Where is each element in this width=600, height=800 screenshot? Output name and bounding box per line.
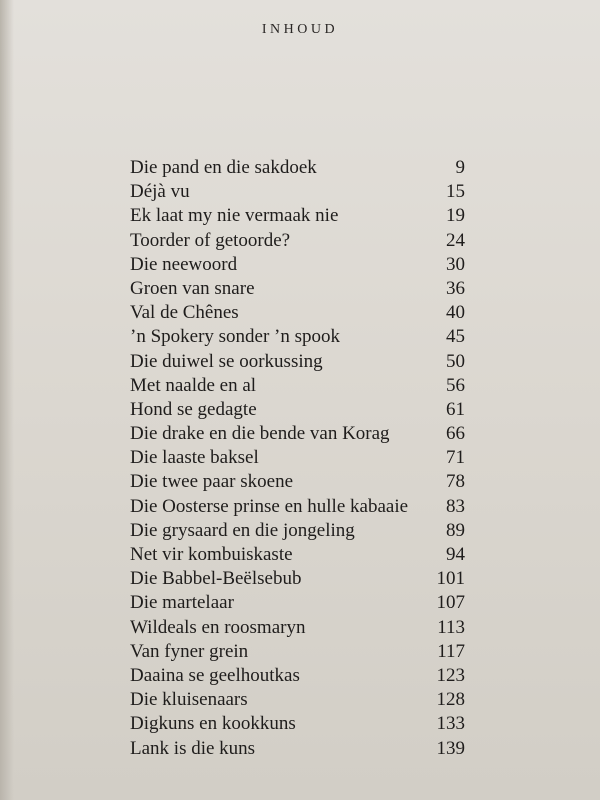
toc-entry-page-number: 9 [455,157,465,178]
toc-entry-title: Digkuns en kookkuns [130,713,296,735]
toc-entry-page-number: 139 [436,737,465,759]
toc-entry-page-number: 56 [446,374,465,396]
toc-entry [130,325,465,349]
toc-entry-title: Die twee paar skoene [130,471,294,493]
toc-entry-title: Net vir kombuiskaste [130,544,293,565]
toc-entry-page-number: 133 [436,713,465,735]
table-of-contents [130,156,465,761]
toc-entry [130,567,465,591]
toc-entry-title: Die pand en die sakdoek [130,157,317,178]
toc-entry-title: Lank is die kuns [130,737,256,759]
toc-entry-title: Met naalde en al [130,374,257,396]
toc-entry [130,229,465,253]
page-title: INHOUD [261,22,339,37]
toc-entry [130,204,465,228]
toc-entry [130,616,465,640]
toc-entry-title: Die neewoord [130,253,238,275]
toc-entry-title: Groen van snare [130,277,255,299]
toc-entry [130,543,465,567]
toc-entry-page-number: 19 [446,205,465,227]
toc-entry-page-number: 36 [446,277,465,299]
toc-entry [130,712,465,736]
toc-entry-title: Die Oosterse prinse en hulle kabaaie [130,495,409,517]
toc-entry-title: Die drake en die bende van Korag [130,423,390,445]
page-gutter-shadow [0,0,14,800]
toc-entry [130,398,465,422]
toc-entry-page-number: 24 [446,229,465,251]
toc-entry [130,374,465,398]
toc-entry-title: Van fyner grein [130,640,249,662]
toc-entry-page-number: 101 [436,568,465,590]
toc-entry-title: Déjà vu [130,181,190,203]
toc-entry-page-number: 71 [446,447,465,469]
toc-entry [130,422,465,446]
toc-entry-title: Die grysaard en die jongeling [130,519,355,541]
toc-entry [130,156,465,180]
toc-entry-title: Hond se gedagte [130,398,257,420]
toc-entry-page-number: 15 [446,181,465,203]
toc-entry [130,688,465,712]
toc-entry-title: Val de Chênes [130,302,239,324]
toc-entry [130,180,465,204]
toc-entry [130,470,465,494]
toc-entry-page-number: 107 [436,592,465,614]
toc-entry [130,591,465,615]
toc-entry [130,301,465,325]
toc-entry [130,350,465,374]
toc-entry [130,253,465,277]
toc-entry-title: ’n Spokery sonder ’n spook [130,326,341,348]
toc-entry [130,640,465,664]
toc-entry-page-number: 78 [446,471,465,493]
toc-entry-page-number: 45 [446,326,465,348]
toc-entry-page-number: 128 [436,689,465,711]
toc-entry-title: Die Babbel-Beëlsebub [130,568,302,590]
toc-entry-page-number: 89 [446,519,465,541]
toc-entry-page-number: 61 [446,398,465,420]
toc-entry-page-number: 66 [446,423,465,445]
toc-entry [130,277,465,301]
toc-entry-page-number: 113 [437,616,465,638]
toc-entry [130,446,465,470]
toc-entry-page-number: 123 [436,664,465,686]
toc-entry-title: Die kluisenaars [130,689,248,711]
toc-entry-title: Wildeals en roosmaryn [130,616,306,638]
toc-entry [130,737,465,761]
toc-entry-title: Daaina se geelhoutkas [130,664,300,686]
toc-entry-page-number: 40 [446,302,465,324]
toc-entry [130,664,465,688]
toc-entry-title: Ek laat my nie vermaak nie [130,205,339,227]
toc-entry-page-number: 117 [437,640,465,662]
toc-entry-title: Die duiwel se oorkussing [130,350,323,372]
toc-entry-page-number: 94 [446,544,465,565]
toc-entry-title: Toorder of getoorde? [130,229,291,251]
toc-entry-title: Die laaste baksel [130,447,259,469]
toc-entry-page-number: 30 [446,253,465,275]
toc-entry [130,495,465,519]
toc-entry [130,519,465,543]
toc-entry-title: Die martelaar [130,592,234,614]
toc-entry-page-number: 50 [446,350,465,372]
toc-entry-page-number: 83 [446,495,465,517]
